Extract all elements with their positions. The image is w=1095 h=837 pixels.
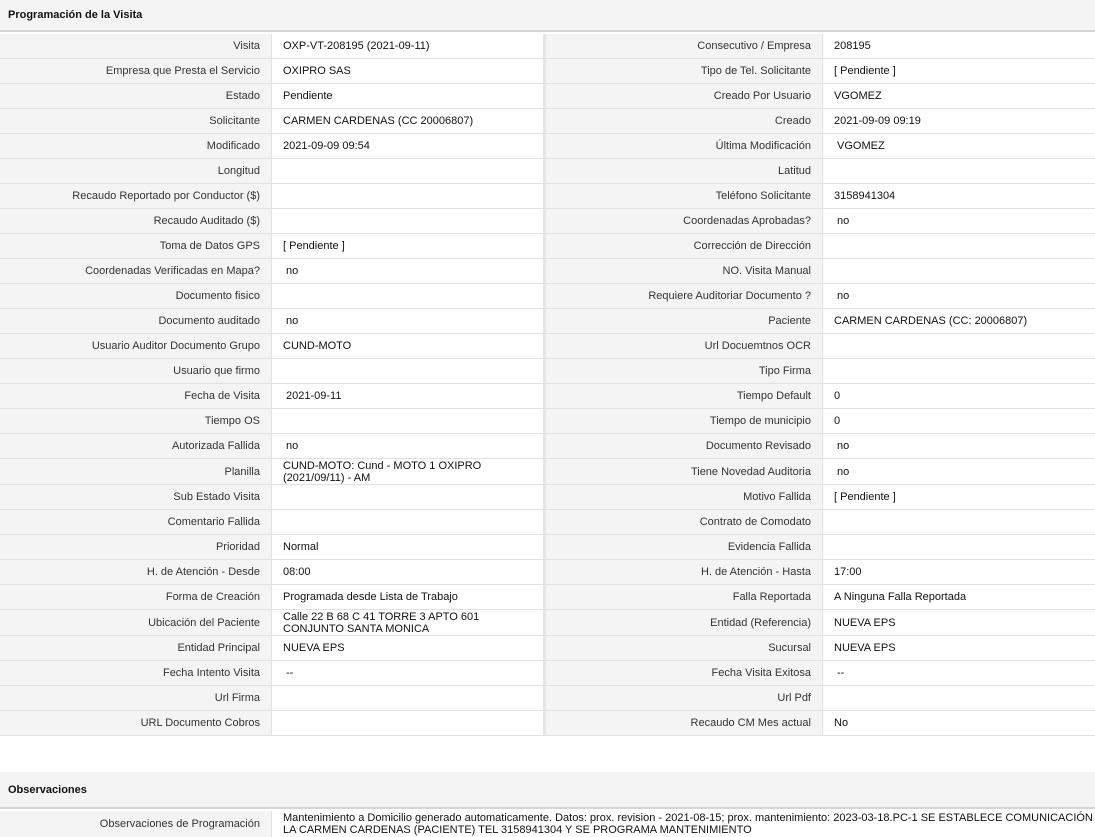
field-label: Recaudo Auditado ($) (0, 209, 271, 233)
field-value: 2021-09-09 09:54 (271, 134, 546, 158)
observaciones-row (0, 811, 1095, 837)
field-value (271, 159, 546, 183)
field-label: Coordenadas Verificadas en Mapa? (0, 259, 271, 283)
field-value: NUEVA EPS (271, 636, 546, 660)
field-label: Coordenadas Aprobadas? (546, 209, 822, 233)
field-label: Autorizada Fallida (0, 434, 271, 458)
detail-row (0, 234, 1095, 259)
field-label: Motivo Fallida (546, 485, 822, 509)
field-label: Entidad (Referencia) (546, 610, 822, 635)
field-label: Planilla (0, 459, 271, 484)
detail-row (0, 560, 1095, 585)
field-value (271, 510, 546, 534)
field-label: Recaudo Reportado por Conductor ($) (0, 184, 271, 208)
field-label: Longitud (0, 159, 271, 183)
detail-row (0, 409, 1095, 434)
field-label: Tiempo de municipio (546, 409, 822, 433)
detail-row (0, 359, 1095, 384)
field-label: Documento Revisado (546, 434, 822, 458)
field-label: Visita (0, 34, 271, 58)
detail-row (0, 284, 1095, 309)
field-value: CUND-MOTO (271, 334, 546, 358)
field-value: 2021-09-09 09:19 (822, 109, 1095, 133)
field-value (271, 711, 546, 735)
field-label: Modificado (0, 134, 271, 158)
field-label: Toma de Datos GPS (0, 234, 271, 258)
field-value (271, 184, 546, 208)
field-value (271, 284, 546, 308)
detail-row (0, 686, 1095, 711)
field-label: Paciente (546, 309, 822, 333)
field-value: CARMEN CARDENAS (CC: 20006807) (822, 309, 1095, 333)
field-label: Corrección de Dirección (546, 234, 822, 258)
field-value (822, 359, 1095, 383)
field-value: OXP-VT-208195 (2021-09-11) (271, 34, 546, 58)
detail-row (0, 535, 1095, 560)
detail-row (0, 84, 1095, 109)
detail-row (0, 209, 1095, 234)
detail-row (0, 134, 1095, 159)
field-value: [ Pendiente ] (271, 234, 546, 258)
field-value: no (822, 434, 1095, 458)
field-label: Tipo Firma (546, 359, 822, 383)
field-value: -- (822, 661, 1095, 685)
field-label: Última Modificación (546, 134, 822, 158)
detail-row (0, 259, 1095, 284)
field-label: Documento fisico (0, 284, 271, 308)
field-value (822, 510, 1095, 534)
field-label: Fecha de Visita (0, 384, 271, 408)
observaciones-value: Mantenimiento a Domicilio generado automaticamente. Datos: prox. revision - 2021-08-15; prox. mantenimiento: 2023-03-18.PC-1 SE ESTABLECE COMUNICACIÓN LA CARMEN CARDENAS (PACIENTE) TEL 3158941304 Y SE PROGRAMA MANTENIMIENTO (271, 811, 1095, 837)
field-value: no (822, 209, 1095, 233)
field-value: no (822, 284, 1095, 308)
field-value: 3158941304 (822, 184, 1095, 208)
field-label: H. de Atención - Desde (0, 560, 271, 584)
field-label: Comentario Fallida (0, 510, 271, 534)
field-value: OXIPRO SAS (271, 59, 546, 83)
field-label: Usuario que firmo (0, 359, 271, 383)
field-label: URL Documento Cobros (0, 711, 271, 735)
observaciones-section-title: Observaciones (0, 772, 1095, 809)
detail-row (0, 585, 1095, 610)
detail-row (0, 109, 1095, 134)
detail-row (0, 184, 1095, 209)
field-label: Tiempo OS (0, 409, 271, 433)
field-value (271, 359, 546, 383)
detail-row (0, 34, 1095, 59)
field-label: Tiempo Default (546, 384, 822, 408)
detail-row (0, 485, 1095, 510)
detail-row (0, 159, 1095, 184)
field-value: 08:00 (271, 560, 546, 584)
field-label: Tiene Novedad Auditoria (546, 459, 822, 484)
field-value: no (271, 434, 546, 458)
field-label: Usuario Auditor Documento Grupo (0, 334, 271, 358)
field-value: Pendiente (271, 84, 546, 108)
field-label: NO. Visita Manual (546, 259, 822, 283)
field-label: Teléfono Solicitante (546, 184, 822, 208)
field-value: -- (271, 661, 546, 685)
field-label: Sub Estado Visita (0, 485, 271, 509)
detail-row (0, 711, 1095, 736)
field-label: Url Firma (0, 686, 271, 710)
detail-row (0, 309, 1095, 334)
field-value: 0 (822, 409, 1095, 433)
field-value: VGOMEZ (822, 134, 1095, 158)
field-label: Estado (0, 84, 271, 108)
field-label: Fecha Visita Exitosa (546, 661, 822, 685)
field-value (822, 159, 1095, 183)
field-value (822, 686, 1095, 710)
field-value (822, 535, 1095, 559)
field-label: Entidad Principal (0, 636, 271, 660)
field-value: [ Pendiente ] (822, 485, 1095, 509)
field-label: Url Docuemtnos OCR (546, 334, 822, 358)
field-label: Tipo de Tel. Solicitante (546, 59, 822, 83)
field-label: Url Pdf (546, 686, 822, 710)
field-value: 2021-09-11 (271, 384, 546, 408)
field-value (822, 234, 1095, 258)
field-label: H. de Atención - Hasta (546, 560, 822, 584)
field-value (271, 485, 546, 509)
detail-row (0, 661, 1095, 686)
field-value (822, 334, 1095, 358)
field-label: Sucursal (546, 636, 822, 660)
field-value: no (822, 459, 1095, 484)
field-label: Creado (546, 109, 822, 133)
field-value: A Ninguna Falla Reportada (822, 585, 1095, 609)
detail-row (0, 610, 1095, 636)
field-value: no (271, 309, 546, 333)
field-label: Falla Reportada (546, 585, 822, 609)
field-value (271, 209, 546, 233)
field-value (271, 686, 546, 710)
field-label: Requiere Auditoriar Documento ? (546, 284, 822, 308)
field-value: 17:00 (822, 560, 1095, 584)
detail-row (0, 459, 1095, 485)
detail-row (0, 434, 1095, 459)
field-value: CARMEN CARDENAS (CC 20006807) (271, 109, 546, 133)
detail-row (0, 59, 1095, 84)
field-label: Contrato de Comodato (546, 510, 822, 534)
detail-row (0, 334, 1095, 359)
field-label: Consecutivo / Empresa (546, 34, 822, 58)
field-value: Programada desde Lista de Trabajo (271, 585, 546, 609)
detail-row (0, 636, 1095, 661)
detail-row (0, 384, 1095, 409)
field-label: Solicitante (0, 109, 271, 133)
field-value: CUND-MOTO: Cund - MOTO 1 OXIPRO (2021/09/11) - AM (271, 459, 546, 484)
field-label: Latitud (546, 159, 822, 183)
field-value: VGOMEZ (822, 84, 1095, 108)
field-value: [ Pendiente ] (822, 59, 1095, 83)
field-value: No (822, 711, 1095, 735)
observaciones-label: Observaciones de Programación (0, 811, 271, 837)
visit-details-grid (0, 34, 1095, 736)
field-value: Calle 22 B 68 C 41 TORRE 3 APTO 601 CONJUNTO SANTA MONICA (271, 610, 546, 635)
field-value: 208195 (822, 34, 1095, 58)
programacion-section-title: Programación de la Visita (0, 0, 1095, 32)
field-label: Recaudo CM Mes actual (546, 711, 822, 735)
field-label: Evidencia Fallida (546, 535, 822, 559)
field-label: Empresa que Presta el Servicio (0, 59, 271, 83)
field-value: no (271, 259, 546, 283)
field-label: Fecha Intento Visita (0, 661, 271, 685)
field-label: Prioridad (0, 535, 271, 559)
field-value: Normal (271, 535, 546, 559)
field-value: 0 (822, 384, 1095, 408)
field-label: Ubicación del Paciente (0, 610, 271, 635)
field-label: Creado Por Usuario (546, 84, 822, 108)
field-value (822, 259, 1095, 283)
detail-row (0, 510, 1095, 535)
field-value: NUEVA EPS (822, 610, 1095, 635)
field-value: NUEVA EPS (822, 636, 1095, 660)
field-value (271, 409, 546, 433)
field-label: Documento auditado (0, 309, 271, 333)
field-label: Forma de Creación (0, 585, 271, 609)
